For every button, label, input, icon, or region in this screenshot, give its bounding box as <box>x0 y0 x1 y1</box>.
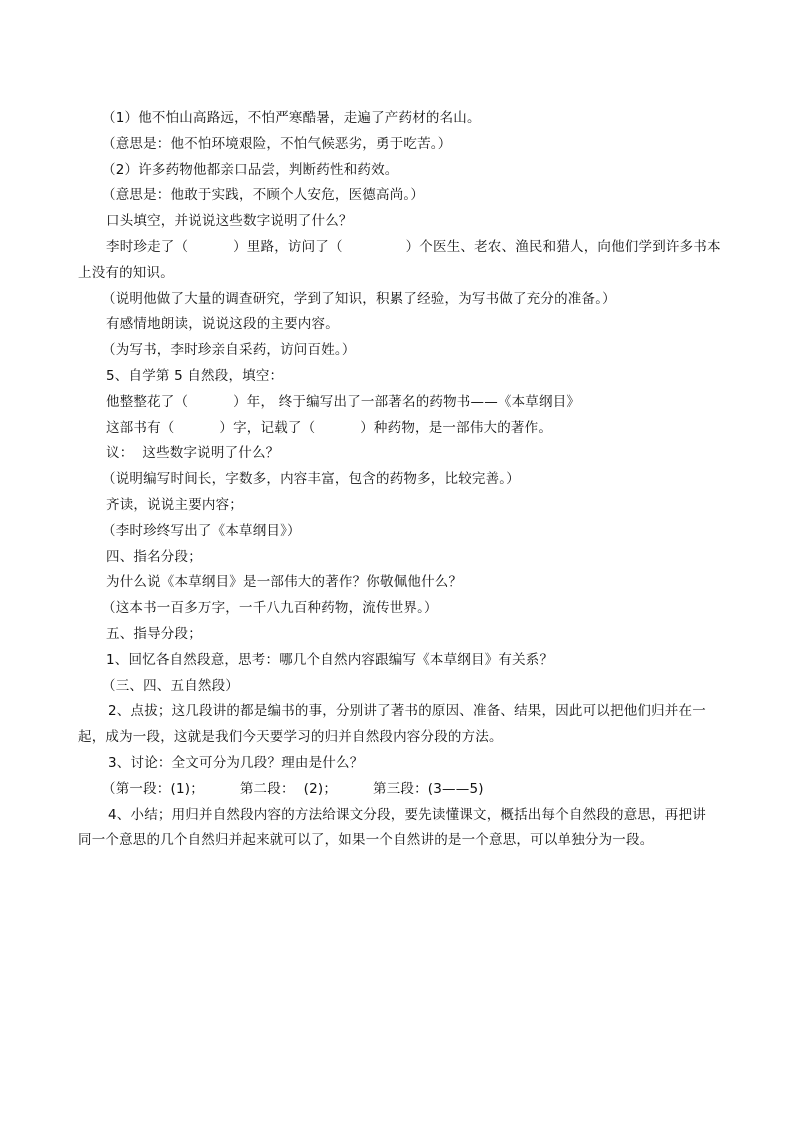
text-line: 有感情地朗读，说说这段的主要内容。 <box>106 316 339 333</box>
text-line: 起，成为一段，这就是我们今天要学习的归并自然段内容分段的方法。 <box>78 729 503 746</box>
text-line: （为写书，李时珍亲自采药，访问百姓。） <box>102 342 356 359</box>
text-line: 口头填空，并说说这些数字说明了什么？ <box>106 213 353 230</box>
text-line: （2）许多药物他都亲口品尝，判断药性和药效。 <box>102 161 399 178</box>
section-heading: 四、指名分段； <box>106 548 202 565</box>
text-line: 同一个意思的几个自然归并起来就可以了，如果一个自然讲的是一个意思，可以单独分为一段。 <box>78 832 654 849</box>
text-line: （这本书一百多万字，一千八九百种药物，流传世界。） <box>102 600 438 617</box>
text-line: 1、回忆各自然段意，思考：哪几个自然内容跟编写《本草纲目》有关系？ <box>106 651 554 668</box>
text-line: （意思是：他敢于实践，不顾个人安危，医德高尚。） <box>102 187 425 204</box>
section-heading: 五、指导分段； <box>106 625 202 642</box>
text-line: 李时珍走了（ ）里路，访问了（ ）个医生、老农、渔民和猎人，向他们学到许多书本 <box>106 238 721 255</box>
text-line: 4、小结；用归并自然段内容的方法给课文分段，要先读懂课文，概括出每个自然段的意思，再把讲 <box>108 806 706 823</box>
text-line: 5、自学第 5 自然段，填空： <box>106 367 284 384</box>
document-body <box>78 106 721 854</box>
text-line: （说明编写时间长，字数多，内容丰富，包含的药物多，比较完善。） <box>102 471 520 488</box>
text-line: （1）他不怕山高路远，不怕严寒酷暑，走遍了产药材的名山。 <box>102 110 481 126</box>
text-line: 这部书有（ ）字，记载了（ ）种药物，是一部伟大的著作。 <box>106 419 553 436</box>
text-line: （说明他做了大量的调查研究，学到了知识，积累了经验，为写书做了充分的准备。） <box>102 290 616 307</box>
text-line: （李时珍终写出了《本草纲目》） <box>102 522 301 539</box>
text-line: 齐读，说说主要内容； <box>106 496 243 513</box>
text-line: 3、讨论：全文可分为几段？理由是什么？ <box>108 754 364 771</box>
text-line: （第一段：(1)； 第二段： (2)； 第三段：(3——5) <box>102 780 484 797</box>
text-line: 2、点拔；这几段讲的都是编书的事，分别讲了著书的原因、准备、结果，因此可以把他们归并在一 <box>108 703 706 720</box>
text-line: 上没有的知识。 <box>78 264 174 281</box>
text-line: （三、四、五自然段） <box>102 677 239 694</box>
text-line: 为什么说《本草纲目》是一部伟大的著作？你敬佩他什么？ <box>106 574 463 591</box>
text-line: 议： 这些数字说明了什么？ <box>106 445 280 462</box>
text-line: （意思是：他不怕环境艰险，不怕气候恶劣，勇于吃苦。） <box>102 135 452 152</box>
text-line: 他整整花了（ ）年， 终于编写出了一部著名的药物书——《本草纲目》 <box>106 393 581 410</box>
